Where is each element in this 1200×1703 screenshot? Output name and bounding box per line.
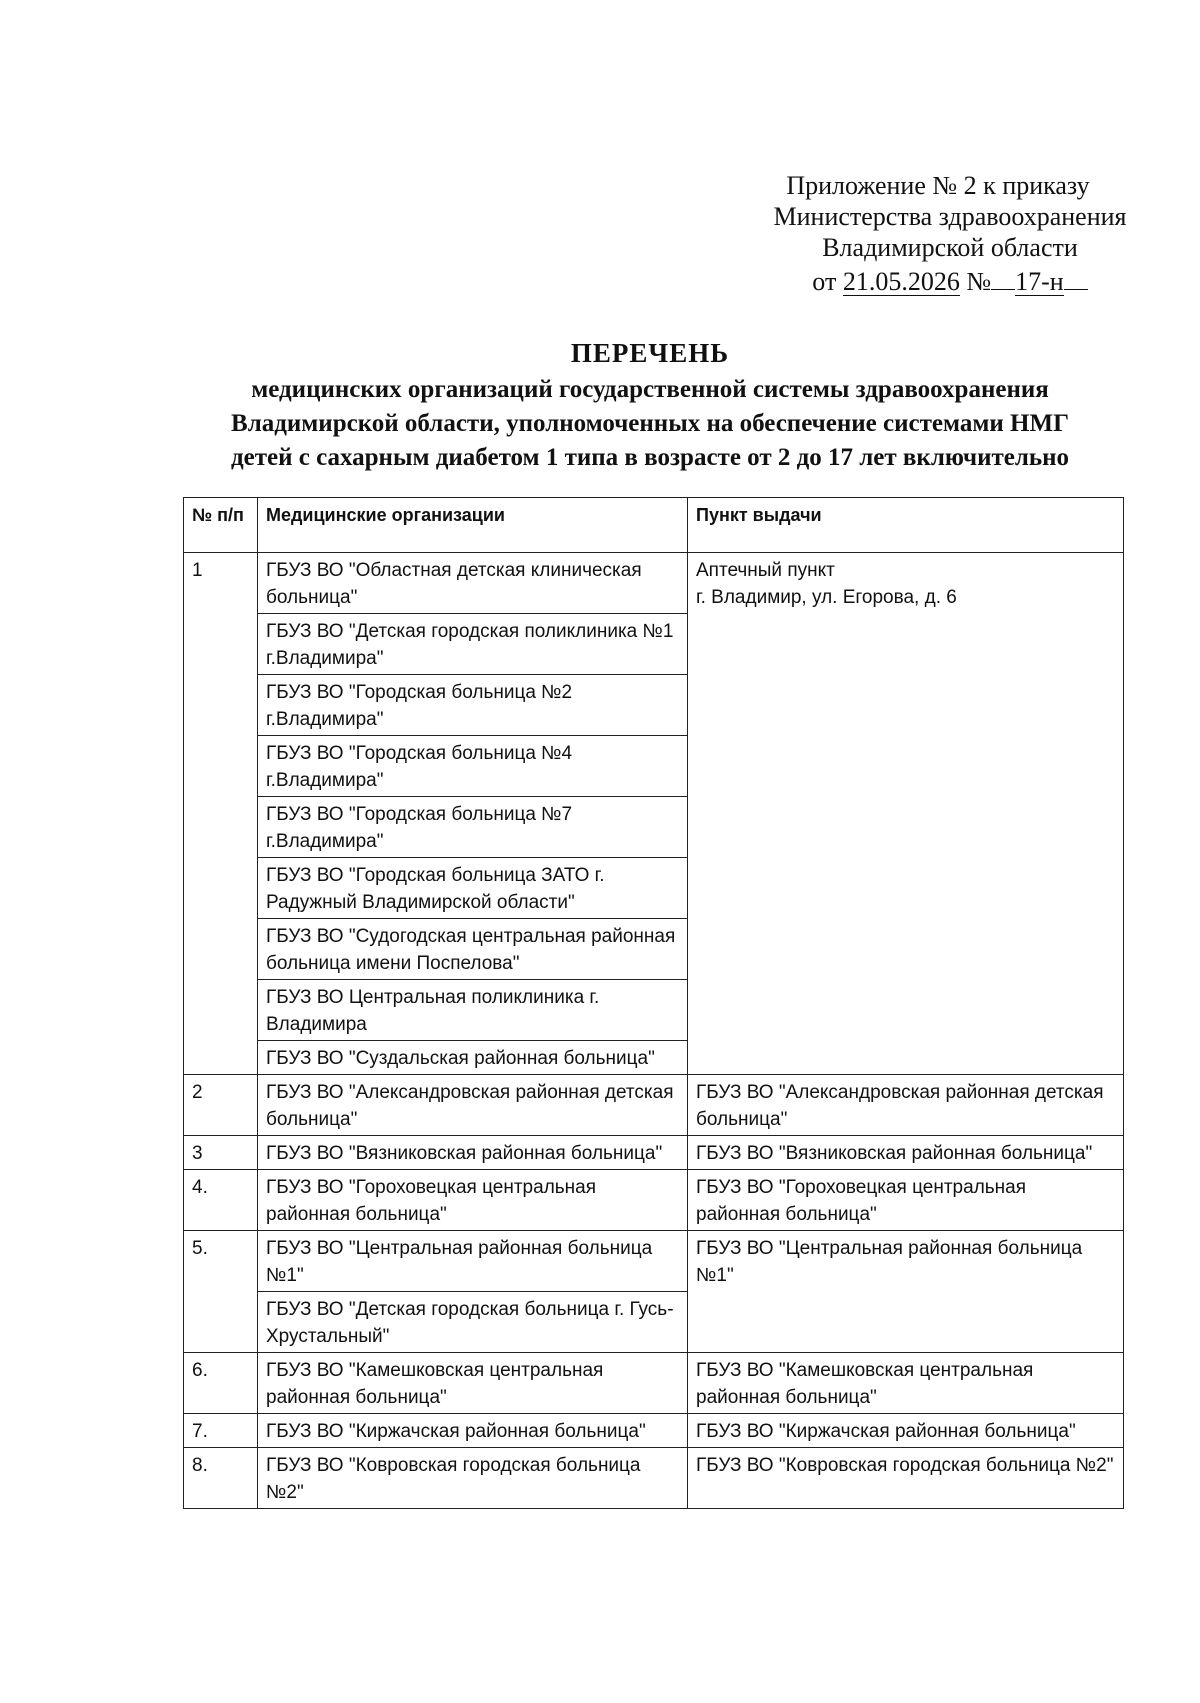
approval-underline-tail: [1064, 263, 1088, 290]
approval-number: 17-н: [1015, 267, 1064, 296]
table-row: [184, 1170, 1124, 1231]
table-row: [184, 1075, 1124, 1136]
organizations-table: [183, 497, 1124, 1509]
header-organizations: Медицинские организации: [258, 498, 688, 553]
issue-point-name: Аптечный пункт: [696, 560, 835, 581]
issue-point-name: ГБУЗ ВО "Ковровская городская больница №2": [696, 1455, 1114, 1476]
document-heading: ПЕРЕЧЕНЬ: [570, 338, 730, 368]
approval-line-2: Министерства здравоохранения: [773, 202, 1127, 231]
subtitle-line-3: детей с сахарным диабетом 1 типа в возрасте от 2 до 17 лет включительно: [230, 444, 1070, 471]
subtitle-line-1: медицинских организаций государственной системы здравоохранения: [251, 376, 1049, 403]
organization-cell: ГБУЗ ВО "Гороховецкая центральная районная больница": [258, 1170, 688, 1231]
approval-date: 21.05.2026: [842, 267, 960, 296]
organization-cell: ГБУЗ ВО "Городская больница ЗАТО г. Радужный Владимирской области": [258, 858, 688, 919]
approval-block: [740, 170, 1160, 297]
approval-underline-gap: [991, 263, 1015, 290]
issue-point-cell: [688, 1136, 1124, 1170]
issue-point-cell: [688, 1414, 1124, 1448]
approval-line-1: Приложение № 2 к приказу: [786, 171, 1090, 200]
organization-cell: ГБУЗ ВО "Суздальская районная больница": [258, 1041, 688, 1075]
organization-cell: ГБУЗ ВО "Центральная районная больница №1": [258, 1231, 688, 1292]
organization-cell: ГБУЗ ВО "Детская городская больница г. Гусь-Хрустальный": [258, 1292, 688, 1353]
issue-point-name: ГБУЗ ВО "Центральная районная больница №1": [696, 1238, 1083, 1286]
approval-prefix: от: [812, 267, 837, 296]
header-point: Пункт выдачи: [688, 498, 1124, 553]
approval-date-line: [740, 263, 1160, 297]
table-row: [184, 1136, 1124, 1170]
issue-point-name: ГБУЗ ВО "Киржачская районная больница": [696, 1421, 1076, 1442]
issue-point-name: ГБУЗ ВО "Гороховецкая центральная районная больница": [696, 1177, 1027, 1225]
organization-cell: ГБУЗ ВО "Ковровская городская больница №2": [258, 1448, 688, 1509]
issue-point-address: г. Владимир, ул. Егорова, д. 6: [696, 587, 957, 608]
organization-cell: ГБУЗ ВО "Вязниковская районная больница": [258, 1136, 688, 1170]
document-subtitle: [170, 373, 1130, 475]
organization-cell: ГБУЗ ВО "Городская больница №4 г.Владимира": [258, 736, 688, 797]
row-number: 3: [184, 1136, 258, 1170]
organization-cell: ГБУЗ ВО "Городская больница №7 г.Владимира": [258, 797, 688, 858]
table-header-row: [184, 498, 1124, 553]
header-num: № п/п: [184, 498, 258, 553]
table-row: [184, 1414, 1124, 1448]
organization-cell: ГБУЗ ВО "Судогодская центральная районная больница имени Поспелова": [258, 919, 688, 980]
issue-point-name: ГБУЗ ВО "Александровская районная детская больница": [696, 1082, 1104, 1130]
organization-cell: ГБУЗ ВО "Александровская районная детская больница": [258, 1075, 688, 1136]
issue-point-cell: [688, 1075, 1124, 1136]
organization-cell: ГБУЗ ВО "Городская больница №2 г.Владимира": [258, 675, 688, 736]
table-row: [184, 553, 1124, 614]
issue-point-cell: [688, 553, 1124, 1075]
row-number: 5.: [184, 1231, 258, 1353]
organization-cell: ГБУЗ ВО "Камешковская центральная районная больница": [258, 1353, 688, 1414]
organization-cell: ГБУЗ ВО "Областная детская клиническая больница": [258, 553, 688, 614]
organization-cell: ГБУЗ ВО "Киржачская районная больница": [258, 1414, 688, 1448]
approval-number-sign: №: [966, 267, 992, 296]
approval-line-3: Владимирской области: [822, 233, 1078, 262]
table-row: [184, 1448, 1124, 1509]
issue-point-name: ГБУЗ ВО "Камешковская центральная районная больница": [696, 1360, 1034, 1408]
issue-point-name: ГБУЗ ВО "Вязниковская районная больница": [696, 1143, 1093, 1164]
subtitle-line-2: Владимирской области, уполномоченных на обеспечение системами НМГ: [231, 410, 1069, 437]
row-number: 7.: [184, 1414, 258, 1448]
issue-point-cell: [688, 1448, 1124, 1509]
row-number: 8.: [184, 1448, 258, 1509]
row-number: 2: [184, 1075, 258, 1136]
table-row: [184, 1353, 1124, 1414]
row-number: 4.: [184, 1170, 258, 1231]
row-number: 6.: [184, 1353, 258, 1414]
issue-point-cell: [688, 1231, 1124, 1353]
row-number: 1: [184, 553, 258, 1075]
issue-point-cell: [688, 1353, 1124, 1414]
organization-cell: ГБУЗ ВО "Детская городская поликлиника №1 г.Владимира": [258, 614, 688, 675]
table-row: [184, 1231, 1124, 1292]
organization-cell: ГБУЗ ВО Центральная поликлиника г. Владимира: [258, 980, 688, 1041]
issue-point-cell: [688, 1170, 1124, 1231]
